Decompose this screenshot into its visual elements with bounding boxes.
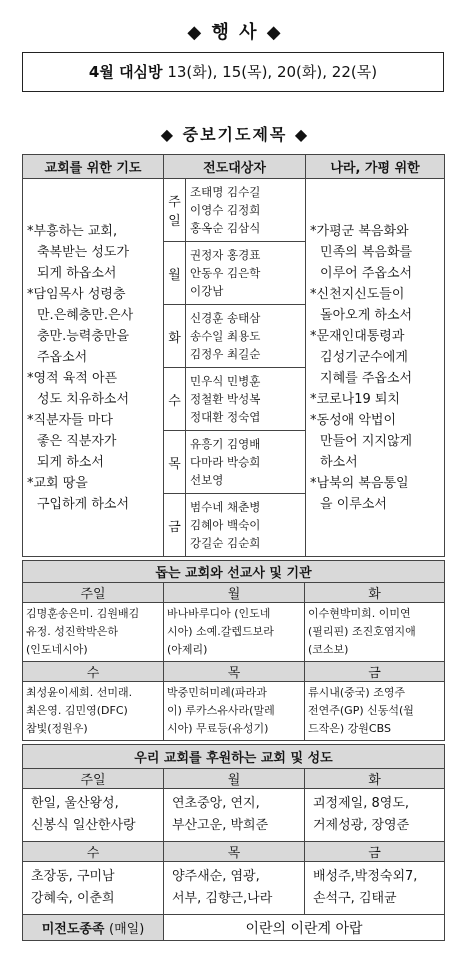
supporters-day: 수 bbox=[23, 842, 164, 862]
missions-day: 목 bbox=[164, 662, 305, 682]
church-prayer-item: 되게 하옵소서 bbox=[37, 265, 117, 281]
supporters-day: 주일 bbox=[23, 769, 164, 789]
nation-prayer-list bbox=[306, 179, 445, 557]
evangelism-names: 권정자 홍경표 안동우 김은학 이강남 bbox=[186, 242, 306, 305]
missions-cell: 바나바루디아 (인도네 시아) 소예.갈렙드보라 (아제리) bbox=[164, 603, 305, 662]
church-prayer-item: 만.은혜충만.은사 bbox=[37, 307, 134, 323]
evangelism-names: 조태명 김수길 이영수 김정희 홍옥순 김삼식 bbox=[186, 179, 306, 242]
supporters-cell: 연초중앙, 연지, 부산고운, 박희준 bbox=[164, 789, 305, 842]
missions-table bbox=[22, 560, 445, 741]
supporters-day: 월 bbox=[164, 769, 305, 789]
nation-prayer-item: 돌아오게 하소서 bbox=[320, 307, 413, 323]
church-prayer-item: *부흥하는 교회, bbox=[27, 223, 118, 239]
supporters-cell: 양주새순, 염광, 서부, 김향근,나라 bbox=[164, 862, 305, 915]
events-box bbox=[22, 52, 444, 92]
missions-cell: 김명훈송은미. 김원배김 유정. 성진학박은하 (인도네시아) bbox=[23, 603, 164, 662]
missions-cell: 이수현박미희. 이미연 (필리핀) 조진호염지애 (코소보) bbox=[305, 603, 445, 662]
supporters-cell: 한일, 울산왕성, 신봉식 일산한사랑 bbox=[23, 789, 164, 842]
missions-day: 화 bbox=[305, 583, 445, 603]
church-prayer-item: 되게 하소서 bbox=[37, 454, 104, 470]
supporters-day: 금 bbox=[305, 842, 445, 862]
col-nation-header: 나라, 가평 위한 bbox=[306, 155, 445, 179]
events-label: 4월 대심방 bbox=[88, 63, 163, 81]
nation-prayer-item: 하소서 bbox=[320, 454, 358, 470]
church-prayer-item: *담임목사 성령충 bbox=[27, 286, 126, 302]
supporters-cell: 배성주,박정숙외7, 손석구, 김태균 bbox=[305, 862, 445, 915]
unreached-value: 이란의 이란계 아랍 bbox=[164, 915, 445, 941]
nation-prayer-item: *가평군 복음화와 bbox=[310, 223, 409, 239]
supporters-day: 목 bbox=[164, 842, 305, 862]
nation-prayer-item: *문재인대통령과 bbox=[310, 328, 405, 344]
evangelism-day: 화 bbox=[164, 305, 186, 368]
nation-prayer-item: *남북의 복음통일 bbox=[310, 475, 409, 491]
nation-prayer-item: 민족의 복음화를 bbox=[320, 244, 413, 260]
church-prayer-item: 구입하게 하소서 bbox=[37, 496, 130, 512]
church-prayer-list bbox=[23, 179, 164, 557]
church-prayer-item: 성도 치유하소서 bbox=[37, 391, 130, 407]
nation-prayer-item: *동성애 악법이 bbox=[310, 412, 396, 428]
church-prayer-item: *영적 육적 아픈 bbox=[27, 370, 118, 386]
missions-day: 금 bbox=[305, 662, 445, 682]
evangelism-day: 월 bbox=[164, 242, 186, 305]
events-title: ◆ 행 사 ◆ bbox=[187, 22, 283, 43]
supporters-title: 우리 교회를 후원하는 교회 및 성도 bbox=[23, 745, 445, 769]
missions-day: 수 bbox=[23, 662, 164, 682]
prayer-table bbox=[22, 154, 445, 557]
nation-prayer-item: *신천지신도들이 bbox=[310, 286, 405, 302]
evangelism-names: 범수네 채춘병 김혜아 백숙이 강길순 김순희 bbox=[186, 494, 306, 557]
church-prayer-item: 축복받는 성도가 bbox=[37, 244, 130, 260]
nation-prayer-item: 김성기군수에게 bbox=[320, 349, 408, 365]
unreached-label: 미전도종족 (매일) bbox=[23, 915, 164, 941]
nation-prayer-item: 지혜를 주옵소서 bbox=[320, 370, 413, 386]
missions-cell: 최성윤이세희. 선미래. 최은영. 김민영(DFC) 참빛(정원우) bbox=[23, 682, 164, 741]
church-prayer-item: 주옵소서 bbox=[37, 349, 88, 365]
missions-day: 월 bbox=[164, 583, 305, 603]
supporters-table bbox=[22, 744, 445, 941]
prayer-title: ◆ 중보기도제목 ◆ bbox=[160, 125, 310, 144]
missions-title: 돕는 교회와 선교사 및 기관 bbox=[23, 561, 445, 583]
nation-prayer-item: 을 이루소서 bbox=[320, 496, 387, 512]
evangelism-names: 유흥기 김영배 다마라 박승희 선보영 bbox=[186, 431, 306, 494]
evangelism-names: 신경훈 송태삼 송수일 최용도 김정우 최길순 bbox=[186, 305, 306, 368]
missions-cell: 박중민허미례(파라과 이) 루카스유사라(말레 시아) 무료등(유성기) bbox=[164, 682, 305, 741]
supporters-cell: 초장동, 구미남 강혜숙, 이춘희 bbox=[23, 862, 164, 915]
supporters-day: 화 bbox=[305, 769, 445, 789]
church-prayer-item: 좋은 직분자가 bbox=[37, 433, 117, 449]
nation-prayer-item: 이루어 주옵소서 bbox=[320, 265, 413, 281]
nation-prayer-item: 만들어 지지않게 bbox=[320, 433, 413, 449]
events-dates: 13(화), 15(목), 20(화), 22(목) bbox=[167, 63, 378, 81]
church-prayer-item: 충만.능력충만을 bbox=[37, 328, 130, 344]
missions-cell: 류시내(중국) 조영주 전연주(GP) 신동석(월 드작은) 강원CBS bbox=[305, 682, 445, 741]
evangelism-day: 목 bbox=[164, 431, 186, 494]
nation-prayer-item: *코로나19 퇴치 bbox=[310, 391, 400, 407]
church-prayer-item: *교회 땅을 bbox=[27, 475, 88, 491]
evangelism-day: 수 bbox=[164, 368, 186, 431]
evangelism-day: 금 bbox=[164, 494, 186, 557]
col-evangelism-header: 전도대상자 bbox=[164, 155, 306, 179]
church-prayer-item: *직분자들 마다 bbox=[27, 412, 113, 428]
evangelism-day: 주일 bbox=[164, 179, 186, 242]
supporters-cell: 괴정제일, 8영도, 거제성광, 장영준 bbox=[305, 789, 445, 842]
evangelism-names: 민우식 민병훈 정철환 박성복 정대환 정숙엽 bbox=[186, 368, 306, 431]
col-church-header: 교회를 위한 기도 bbox=[23, 155, 164, 179]
missions-day: 주일 bbox=[23, 583, 164, 603]
